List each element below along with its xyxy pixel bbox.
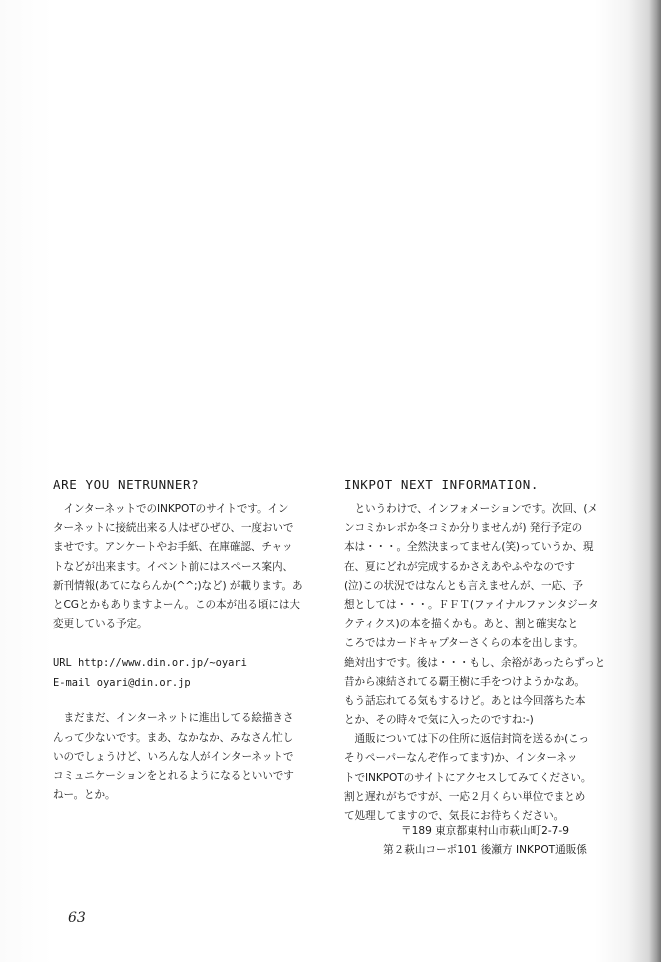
text-line: (泣)この状況ではなんとも言えませんが、一応、予: [344, 579, 583, 592]
intro-paragraph: [53, 500, 335, 634]
text-line: ターネットに接続出来る人はぜひぜひ、一度おいで: [53, 522, 294, 535]
contact-info: [53, 653, 335, 693]
page-spine-shadow: [649, 0, 661, 962]
text-line: ころではカードキャプターさくらの本を出します。: [344, 637, 584, 650]
section-heading-next-information: INKPOT NEXT INFORMATION.: [344, 477, 540, 492]
text-line: というわけで、インフォメーションです。次回、(メ: [344, 503, 598, 515]
text-line: 在、夏にどれが完成するかさえあやふやなのです: [344, 560, 575, 573]
right-column: [344, 476, 626, 826]
page-number: 63: [68, 910, 86, 926]
url-line: URL http://www.din.or.jp/~oyari: [53, 657, 247, 670]
text-line: 通販については下の住所に返信封筒を送るか(こっ: [344, 733, 589, 746]
text-line: んって少ないです。まあ、なかなか、みなさん忙し: [53, 731, 294, 744]
text-line: いのでしょうけど、いろんな人がインターネットで: [53, 750, 294, 763]
text-line: 割と遅れがちですが、一応２月くらい単位でまとめ: [344, 790, 586, 803]
closing-paragraph: [53, 709, 335, 805]
text-line: トなどが出来ます。イベント前にはスペース案内、: [53, 560, 293, 573]
text-line: とCGとかもありますよーん。この本が出る頃には大: [53, 598, 300, 611]
text-line: 変更している予定。: [53, 618, 148, 631]
text-line: 本は・・・。全然決まってません(笑)っていうか、現: [344, 541, 594, 554]
address-line: 〒189 東京都東村山市萩山町2-7-9: [401, 825, 569, 837]
text-line: ねー。とか。: [53, 789, 116, 802]
text-line: とか、その時々で気に入ったのですね:-): [344, 714, 534, 727]
text-line: ンコミかレポか冬コミか分りませんが) 発行予定の: [344, 522, 583, 535]
mail-order-address: [344, 822, 626, 860]
address-line: 第２萩山コーポ101 後瀬方 INKPOT通販係: [383, 844, 587, 856]
section-heading-netrunner: ARE YOU NETRUNNER?: [53, 477, 200, 492]
text-line: ませです。アンケートやお手紙、在庫確認、チャッ: [53, 541, 293, 554]
text-line: まだまだ、インターネットに進出してる絵描きさ: [53, 712, 294, 725]
text-line: て処理してますので、気長にお待ちください。: [344, 810, 565, 822]
information-paragraph: [344, 500, 626, 826]
text-line: トでINKPOTのサイトにアクセスしてみてください。: [344, 771, 592, 784]
text-line: もう話忘れてる気もするけど。あとは今回落ちた本: [344, 694, 586, 707]
email-line: E-mail oyari@din.or.jp: [53, 677, 191, 690]
left-column: [53, 476, 335, 805]
text-line: 絶対出すです。後は・・・もし、余裕があったらずっと: [344, 656, 606, 669]
text-line: そりペーパーなんぞ作ってます)か、インターネッ: [344, 752, 578, 765]
text-line: 新刊情報(あてにならんか(^^;)など) が載ります。あ: [53, 579, 303, 592]
text-line: コミュニケーションをとれるようになるといいです: [53, 769, 294, 782]
text-line: クティクス)の本を描くかも。あと、割と確実なと: [344, 618, 578, 631]
text-line: インターネットでのINKPOTのサイトです。イン: [53, 503, 289, 515]
text-line: 想としては・・・。ＦＦＴ(ファイナルファンタジータ: [344, 598, 599, 611]
text-line: 昔から凍結されてる覇王樹に手をつけようかなあ。: [344, 675, 585, 688]
